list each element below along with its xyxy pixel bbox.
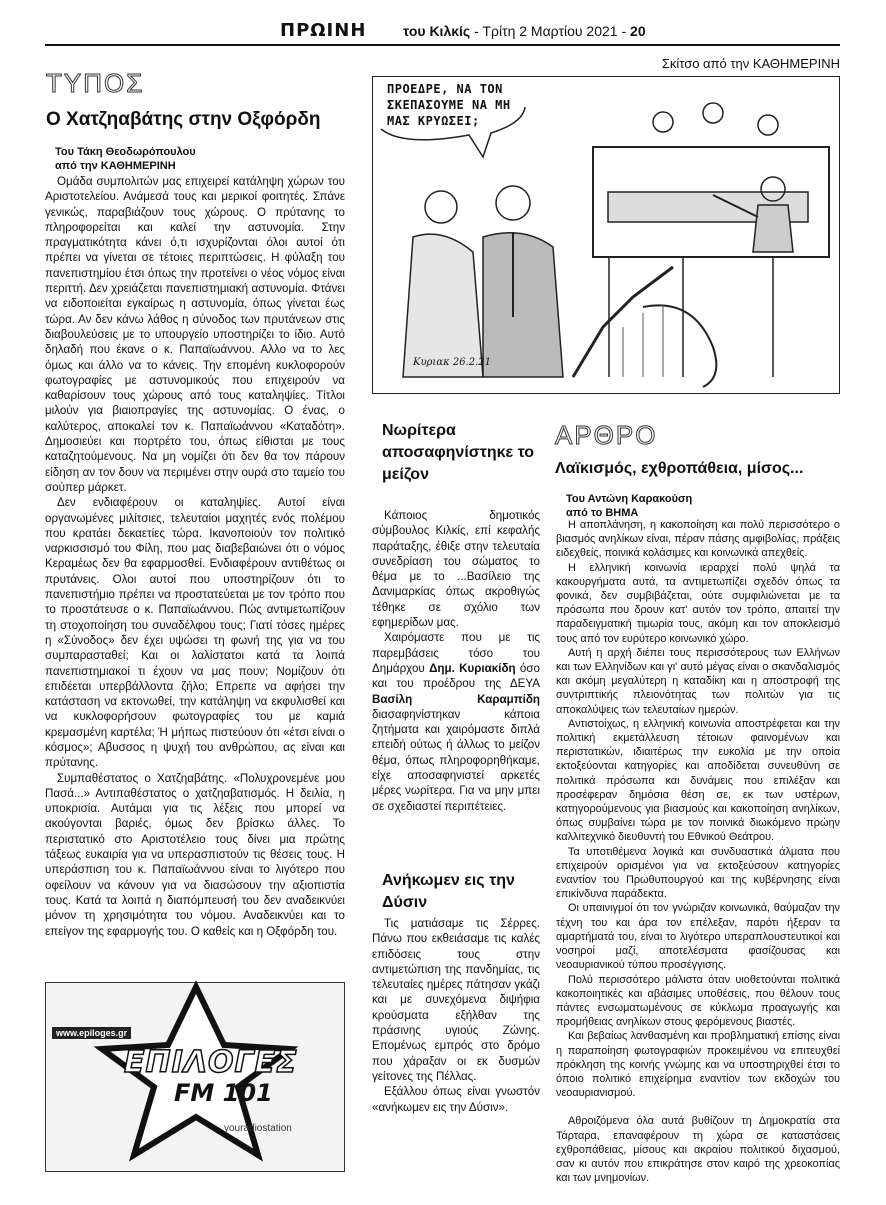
- byline-left: [55, 145, 196, 173]
- paragraph: Η αποπλάνηση, η κακοποίηση και πολύ περισσότερο ο βιασμός ανηλίκων είναι, πέραν πάσης αμφιβολίας, πράξεις ειδεχθείς, ποινικά κολάσιμες και κοινωνικά απεχθείς.: [556, 519, 840, 560]
- article-body-left: [45, 174, 345, 964]
- paragraph: Αυτή η αρχή διέπει τους περισσότερους των Ελλήνων και των Ελληνίδων και γι' αυτό μέγας είναι ο σκανδαλισμός και ακόμη μεγαλύτερη η καταδίκη και η αποστροφή της συντριπτικής πλειονότητας των πολιτών για τις αποκαλύψεις των τελευταίων ημερών.: [556, 646, 840, 716]
- byline-right-author: Του Αντώνη Καρακούση: [566, 493, 693, 505]
- article-body-right: [556, 518, 840, 1185]
- sketch-credit: Σκίτσο από την ΚΑΘΗΜΕΡΙΝΗ: [661, 56, 840, 71]
- paragraph: Αθροιζόμενα όλα αυτά βυθίζουν τη Δημοκρατία στα Τάρταρα, επαναφέρουν τη χώρα σε καταστάσεις εχθροπάθειας, μίσους και ακραίου πολιτικού διχασμού, σαν κι αυτόν που επικράτησε στον καιρό της χρεοκοπίας και των μνημονίων.: [556, 1115, 840, 1185]
- article-title-right: Λαϊκισμός, εχθροπάθεια, μίσος...: [555, 460, 804, 477]
- section-label-arthro: ΑΡΘΡΟ: [555, 420, 658, 450]
- bubble-line: ΠΡΟΕΔΡΕ, ΝΑ ΤΟΝ: [387, 82, 503, 96]
- paragraph: Εξάλλου όπως είναι γνωστόν «ανήκωμεν εις την Δύσιν».: [372, 1085, 540, 1114]
- paragraph: Αντιστοίχως, η ελληνική κοινωνία αποστρέφεται και την πολιτική εκμετάλλευση τέτοιων φαινομένων και περιστατικών, ιδιαιτέρως την ευκολία με την οποία εκτοξεύονται κατηγορίες και αποδίδεται συνευθύνη σε πολιτικά πρόσωπα και δυνάμεις που επιλέξαν και προσέφεραν δημόσια θέση σε, εκ των υστέρων, κατηγορούμενους για βιασμούς και κακοποίηση ανηλίκων, όπως συμβαίνει τώρα με τον ποινικά διωκόμενο πρώην καλλιτεχνικό διευθυντή του Εθνικού Θεάτρου.: [556, 717, 840, 844]
- middle-body-2: [372, 916, 540, 1115]
- masthead-date: Τρίτη 2 Μαρτίου 2021: [482, 23, 618, 39]
- ad-station-name: ΕΠΙΛΟΓΕΣ: [124, 1045, 298, 1080]
- masthead-rule: [45, 44, 840, 46]
- paragraph: Η ελληνική κοινωνία ιεραρχεί πολύ ψηλά τα κακουργήματα αυτά, τα αντιμετωπίζει σχεδόν όπως τα φονικά, δεν συμβιβάζεται, ούτε συμφιλιώνεται με τα πρόσωπα που δρουν κατ' αυτόν τον τρόπο, απαιτεί την παραδειγματική τιμωρία τους, ακόμη και τον αποκλεισμό τους από τον ευρύτερο κοινωνικό χώρο.: [556, 561, 840, 645]
- paragraph: Οι υπαινιγμοί ότι τον γνώριζαν κοινωνικά, θαύμαζαν την τέχνη του και άρα τον επέλεξαν, παρότι ήξεραν τα αμαρτήματά του, είναι το λιγότερο υπεραπλουστευτικοί και νοσηροί μαζί, αποτελέσματα φασίζουσας και νεοαυριανικού τύπου προσέγγισης.: [556, 902, 840, 972]
- middle-column: [372, 420, 540, 486]
- bubble-line: ΜΑΣ ΚΡΥΩΣΕΙ;: [387, 114, 480, 128]
- paragraph: [372, 630, 540, 814]
- masthead: [45, 18, 840, 44]
- paragraph: Κάποιος δημοτικός σύμβουλος Κιλκίς, επί κεφαλής παράταξης, έθιξε στην τελευταία συνεδρίαση του σώματος το θέμα με το ...Βασίλειο της Δανιμαρκίας όπως ακροθιγώς τέθηκε σε σχόλιο των εφημερίδων μας.: [372, 509, 540, 630]
- paragraph: Τα υποτιθέμενα λογικά και συνδυαστικά άλματα που επιχειρούν ορισμένοι για να εκτοξεύσουν κατηγορίες εναντίον του Πρωθυπουργού και της κυβέρνησης είναι επικίνδυνα παράδεκτα.: [556, 845, 840, 901]
- ad-frequency: FM 101: [174, 1079, 273, 1107]
- bubble-line: ΣΚΕΠΑΣΟΥΜΕ ΝΑ ΜΗ: [387, 98, 511, 112]
- ad-url: www.epiloges.gr: [52, 1027, 131, 1039]
- paragraph: Πολύ περισσότερο μάλιστα όταν υιοθετούνται πολιτικά κακοποιητικές και αβάσιμες υποθέσεις, που θέλουν τους πάντες ενσωματωμένους σε κύκλωμα προαγωγής και προμήθειας ανηλίκων στους φερόμενους βιαστές.: [556, 973, 840, 1029]
- byline-left-author: Του Τάκη Θεοδωρόπουλου: [55, 146, 196, 158]
- byline-left-source: από την ΚΑΘΗΜΕΡΙΝΗ: [55, 160, 176, 172]
- middle-column-2: [382, 870, 540, 914]
- political-cartoon: [372, 76, 840, 394]
- byline-right-source: από το ΒΗΜΑ: [566, 507, 639, 519]
- middle-body-1: [372, 508, 540, 814]
- deya-president-name: Βασίλη Καραμπίδη: [372, 692, 540, 706]
- column-title-2: Ανήκωμεν εις την Δύσιν: [382, 872, 515, 911]
- newspaper-brand: ΠΡΩΙΝΗ: [280, 20, 367, 41]
- paragraph: Τις ματιάσαμε τις Σέρρες. Πάνω που εκθειάσαμε τις καλές επιδόσεις τους στην αντιμετώπιση της πανδημίας, τις τελευταίες ημέρες πάτησαν γκάζι και με συνεχόμενα διψήφια κρούσματα εξήλθαν της πράσινης υγιούς Ζώνης. Επομένως εμπρός στο δρόμο που χάραξαν οι εκ δυσμών γείτονες της Πέλλας.: [372, 917, 540, 1083]
- cartoon-drawing: [373, 77, 839, 393]
- cartoonist-signature: Κυριακ 26.2.21: [413, 357, 492, 368]
- text-run: όσο και του προέδρου της ΔΕΥΑ: [372, 661, 540, 691]
- paragraph: Ομάδα συμπολιτών μας επιχειρεί κατάληψη χώρων του Αριστοτελείου. Ανάμεσά τους και μερικοί φοιτητές. Σπάνε γενικώς, παραβιάζουν τους χώρους. Ο πρύτανης το πληροφορείται και καλεί την αστυνομία. Στην πραγματικότητα κάνει ό,τι ισχυρίζονται όλοι αυτοί ότι πρέπει να γίνεται σε τέτοιες περιπτώσεις. Η φύλαξη του πανεπιστημίου έτσι όπως την προτείνει ο νέος νόμος είναι περιττή. Δεν χρειάζεται πανεπιστημιακή αστυνομία. Φτάνει να ειδοποιείται εγκαίρως η αστυνομία, όπως γίνεται έως τώρα. Αν δεν κάνω λάθος η σύνοδος των πρυτάνεων στις διαβουλεύσεις με το υπουργείο υποστηρίζει το ίδιο. Αυτό δηλαδή που έκανε ο κ. Παπαϊωάννου. Αλλο να το λες όμως και άλλο να το κάνεις. Την επομένη κυκλοφορούν φωτογραφίες με αστυνομικούς που επιχειρούν να καθαρίσουν τους χώρους από τους καταληψίες. Τίτλοι μιλούν για βιαιοπραγίες της αστυνομίας. Ο ένας, ο καλύτερος, αποκαλεί τον κ. Παπαϊωάννου «Καταδότη». Δημοσιεύει και πορτρέτο του, όπως είθισται με τους καταζητούμενους. Να μη νομίζει ότι δεν θα τον πάρουν είδηση αν τον δουν να περιμένει στην ουρά στο ταμείο του σούπερ μάρκετ.: [45, 175, 345, 494]
- masthead-info: του Κιλκίς - Τρίτη 2 Μαρτίου 2021 - 20: [403, 23, 646, 39]
- section-label-typos: ΤΥΠΟΣ: [46, 68, 145, 98]
- text-run: διασαφηνίστηκαν κάποια ζητήματα και χαιρόμαστε διπλά επειδή ούτως ή άλλως το μείζον θέμα, όπως πληροφορηθήκαμε, είχε αποσαφηνιστεί αρκετές μέρες νωρίτερα. Για να μην μπει σε σχεδιαστεί περιπέτειες.: [372, 707, 540, 813]
- ad-tagline: youradiostation: [224, 1123, 292, 1134]
- radio-advertisement[interactable]: [45, 982, 345, 1172]
- text-run: Χαιρόμαστε που με τις παρεμβάσεις τόσο του Δημάρχου: [372, 631, 540, 675]
- page-number: 20: [630, 23, 646, 39]
- paragraph: Δεν ενδιαφέρουν οι καταληψίες. Αυτοί είναι οργανωμένες μιλίτσιες, τελευταίοι μαχητές ενός πολέμου που κρατάει δεκαετίες τώρα. Ικανοποιούν τον πολιτικό ναρκισσισμό του Φίλη, που μας διαβεβαιώνει ότι ο νόμος Κεραμέως δεν θα εφαρμοσθεί. Ενδιαφέρουν αντιθέτως οι πρυτάνεις. Ολοι αυτοί που υποστηρίζουν ότι το πανεπιστήμιο πρέπει να προστατεύεται με τον τρόπο που το προστάτευσε ο κ. Παπαϊωάννου. Πώς αντιμετωπίζουν τη στοχοποίηση του συναδέλφου τους; Γιατί τόσες ημέρες η «Σύνοδος» δεν έχει υψώσει τη φωνή της για να του συμπαρασταθεί; Και οι λαλίστατοι κατά τα λοιπά πανεπιστημιακοί τι έχουν να μας πουν; Νομίζουν ότι επιδέεται υπερβάλλοντα ζήλο; Επρεπε να αφήσει την κατάσταση να εκτονωθεί, την κατάληψη να εκφυλισθεί και να κυκλοφορήσουν φωτογραφίες του με καμιά κρεμασμένη καρτέλα; Ή μήπως πιστεύουν ότι «έτσι είναι ο κόσμος»; Αβυσσος η ψυχή του ανθρώπου, ας είναι και πρύτανης.: [45, 496, 345, 770]
- byline-right: [566, 492, 692, 520]
- masthead-place: του Κιλκίς: [403, 23, 471, 39]
- column-title-1: Νωρίτερα αποσαφηνίστηκε το μείζον: [382, 422, 535, 483]
- paragraph: Και βεβαίως λανθασμένη και προβληματική επίσης είναι η παραποίηση φωτογραφιών προκειμένου να επιτευχθεί πρόκληση της κοινής γνώμης και να υποστηριχθεί έτσι το όποιο πολιτικό επιχείρημα εναντίον των εκδοχών του νεοαυριανισμού.: [556, 1030, 840, 1100]
- article-title-left: Ο Χατζηαβάτης στην Οξφόρδη: [46, 109, 321, 130]
- paragraph: Συμπαθέστατος ο Χατζηαβάτης. «Πολυχρονεμένε μου Πασά...» Αντιπαθέστατος ο χατζηαβατισμός. Η δειλία, η υποκρισία. Αυτάμαι για τις λέξεις που μπορεί να ακούγονται βαριές, όμως δεν βρίσκω άλλες. Το περιστατικό στο Αριστοτέλειο τους δίνει μια πρώτης τάξεως ευκαιρία για να υπερασπιστούν τις θέσεις τους. Η υπεράσπιση του κ. Παπαϊωάννου είναι το λιγότερο που οφείλουν να κάνουν για να διασώσουν την αξιοπιστία τους. Κατά τα λοιπά η διαπόμπευσή του δεν αναδεικνύει μόνον τη χρησιμότητα του νόμου. Αναδεικνύει και το επείγον της εφαρμογής του. Ο καθείς και η Οξφόρδη του.: [45, 771, 345, 938]
- mayor-name: Δημ. Κυριακίδη: [429, 661, 516, 675]
